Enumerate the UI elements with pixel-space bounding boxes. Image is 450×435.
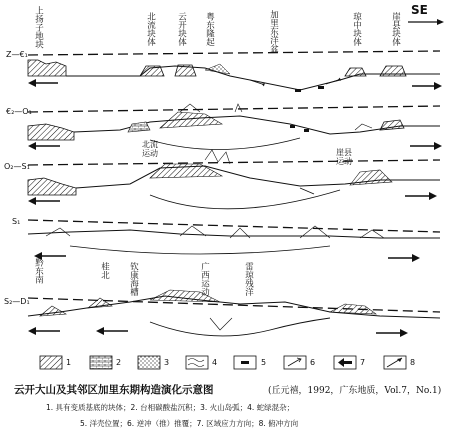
label-beiliu-movement: 北流运动 <box>142 140 158 158</box>
stage-label-cm2-o1: €₂—O₁ <box>6 107 32 116</box>
stress-arrow-left-2 <box>96 327 128 335</box>
label-caledonian-ocean: 加里东洋盆 <box>268 10 279 53</box>
label-upper-yangtze-block: 上扬子地块 <box>33 6 44 49</box>
stage-label-s1: S₁ <box>12 217 21 226</box>
label-yaxian-movement: 崖县运动 <box>336 148 352 166</box>
stress-arrow-left <box>28 79 58 87</box>
label-leiqiong-ocean: 雷琼残洋 <box>243 262 254 296</box>
label-qinfang-trough: 钦康海槽 <box>128 262 139 296</box>
legend-number-5: 5 <box>261 358 267 367</box>
stress-arrow-right <box>388 254 420 262</box>
legend-symbols <box>40 356 406 369</box>
label-yuedong-uplift: 粤东隆起 <box>204 12 215 46</box>
stage-row-3 <box>28 150 440 209</box>
legend-1-metamorphic-basement <box>40 356 62 369</box>
stress-arrow-right <box>405 192 437 200</box>
legend-number-4: 4 <box>212 358 218 367</box>
legend-number-2: 2 <box>116 358 122 367</box>
stress-arrow-right <box>410 142 442 150</box>
label-yaxian-block: 崖县块体 <box>390 12 401 46</box>
legend-3-volcanic-arc <box>138 356 160 369</box>
stage-row-2 <box>28 104 442 150</box>
legend-5-oceanic-crust <box>234 356 256 369</box>
label-beiliu-block: 北流块体 <box>145 12 156 46</box>
stress-arrow-left <box>28 197 60 205</box>
stage-row-5 <box>28 290 440 337</box>
legend-8-subduction <box>384 356 406 369</box>
label-qian-dongnan: 黔东南 <box>33 258 44 284</box>
legend-text-line-1: 1. 具有变质基底的块体；2. 台相碳酸盐沉积；3. 火山岛弧；4. 蛇绿混杂； <box>46 403 295 412</box>
stage-row-4 <box>28 220 440 262</box>
stress-arrow-left <box>28 327 60 335</box>
orientation-arrow <box>408 19 444 25</box>
legend-6-thrust <box>284 356 306 369</box>
legend-7-stress-direction <box>334 356 356 369</box>
label-guibei: 桂北 <box>99 262 110 279</box>
label-guangxi-movement: 广西运动 <box>199 262 210 296</box>
stage-label-s2-d1: S₂—D₁ <box>4 297 30 306</box>
legend-number-3: 3 <box>164 358 170 367</box>
stress-arrow-left <box>28 142 60 150</box>
stage-label-o2-s1: O₂—S₁ <box>4 162 30 171</box>
legend-text-line-2: 5. 洋壳位置；6. 逆冲（推）推覆；7. 区域应力方向；8. 俯冲方向 <box>80 419 299 428</box>
label-yunkai-block: 云开块体 <box>176 12 187 46</box>
legend-number-7: 7 <box>360 358 366 367</box>
legend-2-carbonate <box>90 356 112 369</box>
legend-number-1: 1 <box>66 358 72 367</box>
figure-citation: (丘元禧，1992，广东地质，Vol.7，No.1) <box>268 386 442 396</box>
legend-number-6: 6 <box>310 358 316 367</box>
label-qiongzhong-block: 琼中块体 <box>351 12 362 46</box>
stress-arrow-right <box>412 82 442 90</box>
legend-number-8: 8 <box>410 358 416 367</box>
stage-label-z-cm1: Z—€₁ <box>6 50 28 59</box>
legend-4-ophiolite <box>186 356 208 369</box>
figure-caption: 云开大山及其邻区加里东期构造演化示意图 <box>14 384 214 396</box>
orientation-label-se: SE <box>411 3 428 17</box>
stage-row-1 <box>28 51 442 92</box>
stress-arrow-right <box>376 329 408 337</box>
